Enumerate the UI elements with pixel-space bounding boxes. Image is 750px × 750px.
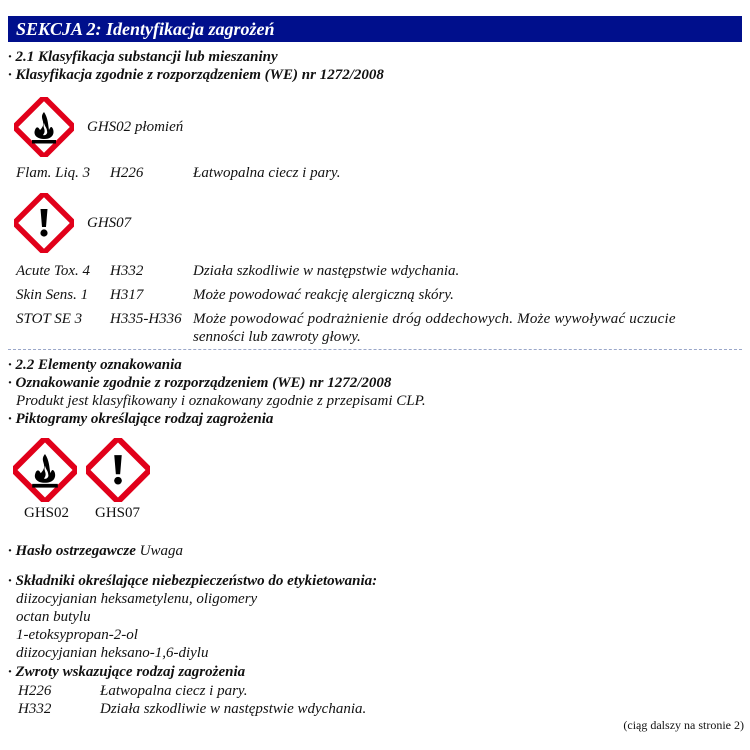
- signal-word-label: · Hasło ostrzegawcze: [8, 543, 136, 559]
- pictogram-label-ghs02: GHS02 płomień: [87, 119, 184, 135]
- exclamation-icon: [86, 438, 150, 502]
- component-item: diizocyjanian heksametylenu, oligomery: [16, 591, 258, 607]
- hazard-statement-text: Łatwopalna ciecz i pary.: [100, 683, 248, 699]
- hazard-text: Może powodować reakcję alergiczną skóry.: [193, 287, 454, 303]
- flame-icon: [13, 438, 77, 502]
- hazard-code: H335-H336: [110, 311, 182, 327]
- component-item: 1-etoksypropan-2-ol: [16, 627, 138, 643]
- hazard-statement-code: H332: [18, 701, 52, 717]
- pictogram-caption-ghs07: GHS07: [95, 505, 141, 521]
- labelling-regulation-heading: · Oznakowanie zgodnie z rozporządzeniem (WE) nr 1272/2008: [8, 375, 392, 391]
- component-item: diizocyjanian heksano-1,6-diylu: [16, 645, 209, 661]
- hazard-statement-text: Działa szkodliwie w następstwie wdychania.: [100, 701, 367, 717]
- signal-word-row: [8, 543, 183, 560]
- hazard-code: H317: [110, 287, 144, 303]
- section-2-2-heading: · 2.2 Elementy oznakowania: [8, 357, 182, 373]
- hazard-category: Acute Tox. 4: [16, 263, 91, 279]
- hazard-code: H332: [110, 263, 144, 279]
- hazard-category: Skin Sens. 1: [16, 287, 89, 303]
- hazard-text: Łatwopalna ciecz i pary.: [193, 165, 341, 181]
- hazard-statement-code: H226: [18, 683, 52, 699]
- section-2-1-heading: · 2.1 Klasyfikacja substancji lub mieszaniny: [8, 49, 278, 65]
- section-divider: [8, 349, 742, 350]
- component-item: octan butylu: [16, 609, 91, 625]
- hazard-text: Działa szkodliwie w następstwie wdychania.: [193, 263, 460, 279]
- continued-note: (ciąg dalszy na stronie 2): [623, 718, 744, 732]
- pictogram-caption-ghs02: GHS02: [24, 505, 70, 521]
- flame-icon: [14, 97, 74, 157]
- hazard-category: STOT SE 3: [16, 311, 83, 327]
- hazard-statements-heading: · Zwroty wskazujące rodzaj zagrożenia: [8, 664, 246, 680]
- signal-word-value: Uwaga: [139, 543, 184, 559]
- hazard-code: H226: [110, 165, 144, 181]
- hazard-text-continued: senności lub zawroty głowy.: [193, 329, 361, 345]
- clp-statement: Produkt jest klasyfikowany i oznakowany zgodnie z przepisami CLP.: [16, 393, 426, 409]
- pictogram-label-ghs07: GHS07: [87, 215, 132, 231]
- hazard-category: Flam. Liq. 3: [16, 165, 91, 181]
- pictograms-heading: · Piktogramy określające rodzaj zagrożenia: [8, 411, 274, 427]
- hazard-text: Może powodować podrażnienie dróg oddechowych. Może wywoływać uczucie: [193, 311, 676, 327]
- exclamation-icon: [14, 193, 74, 253]
- components-heading: · Składniki określające niebezpieczeństwo do etykietowania:: [8, 573, 378, 589]
- section-header: SEKCJA 2: Identyfikacja zagrożeń: [8, 16, 742, 42]
- classification-regulation-heading: · Klasyfikacja zgodnie z rozporządzeniem (WE) nr 1272/2008: [8, 67, 384, 83]
